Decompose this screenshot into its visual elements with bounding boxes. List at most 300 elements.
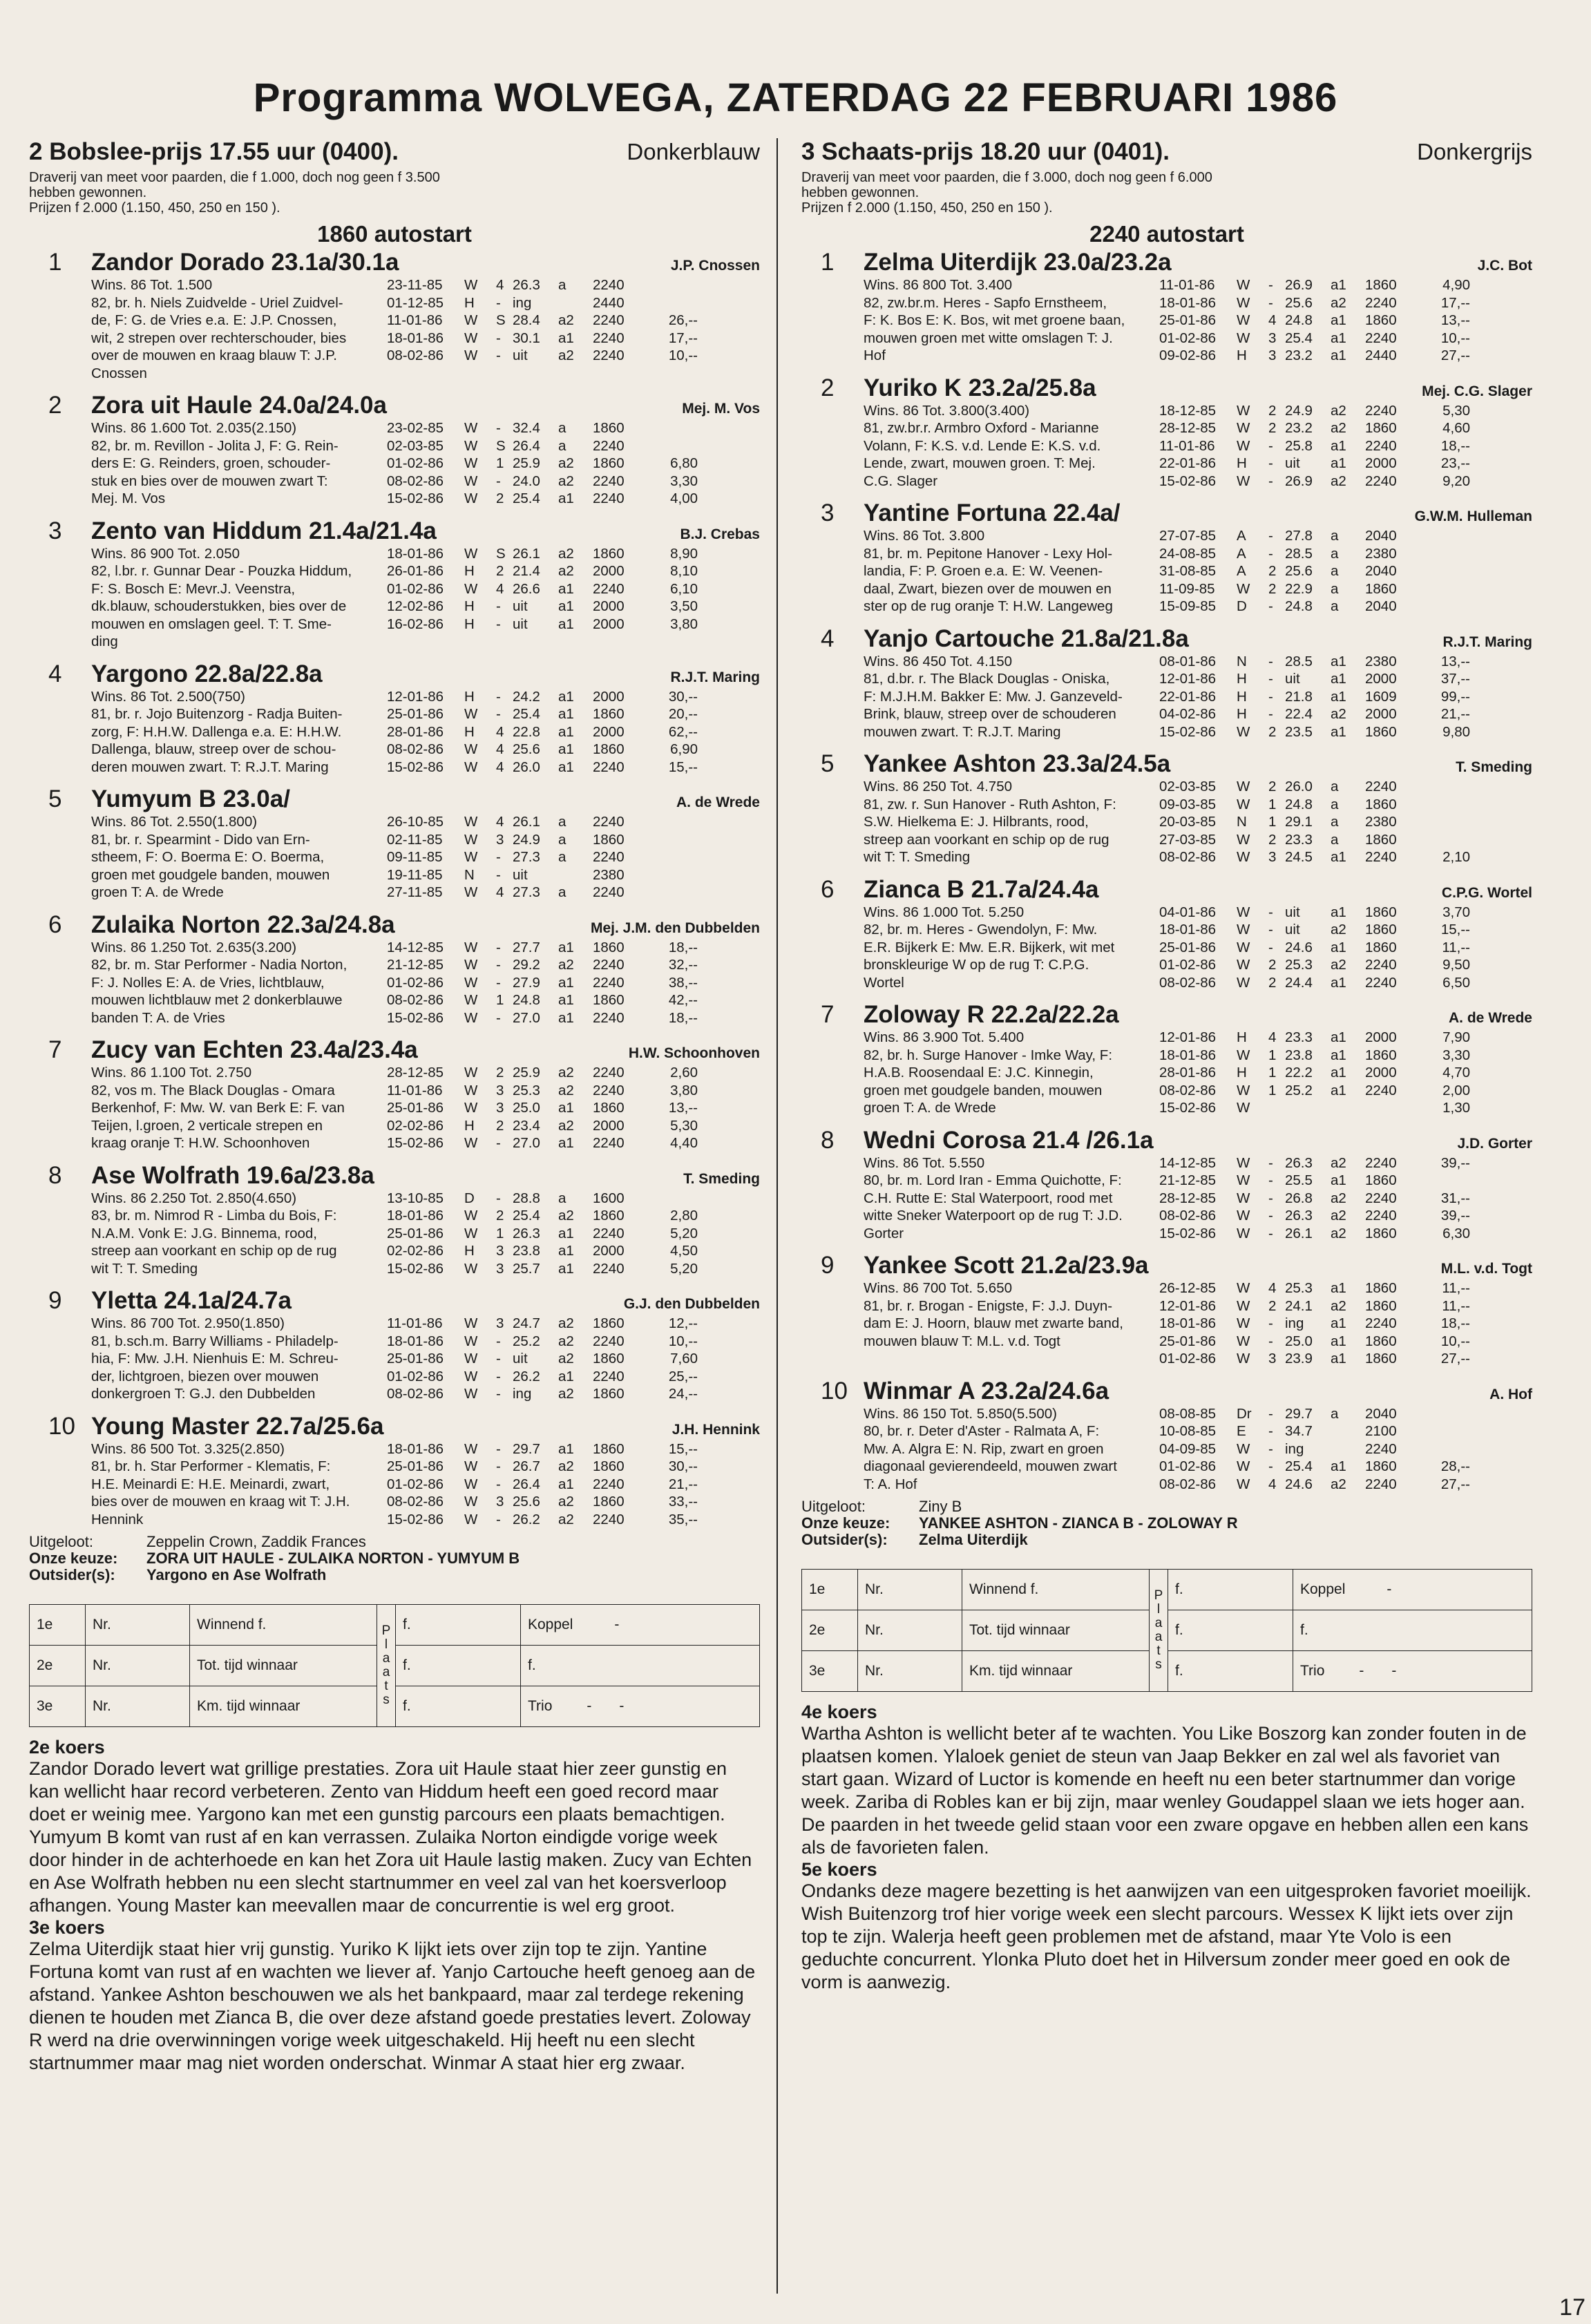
form-track: W xyxy=(1237,1082,1250,1098)
form-time: 23.3 xyxy=(1285,1029,1313,1045)
form-prize: 27,-- xyxy=(1440,1476,1470,1492)
form-prize xyxy=(644,276,698,294)
form-time: 25.0 xyxy=(1285,1333,1313,1349)
trio-label: Trio xyxy=(1300,1663,1325,1679)
form-time: 25.2 xyxy=(513,1333,540,1349)
form-track: W xyxy=(464,1476,478,1492)
horse-entry xyxy=(29,660,760,777)
form-row xyxy=(1159,1172,1532,1190)
form-date: 08-01-86 xyxy=(1159,653,1217,669)
form-track: W xyxy=(464,849,478,865)
form-dist: 2240 xyxy=(593,1511,625,1527)
form-track: W xyxy=(464,1260,478,1277)
horse-entry xyxy=(801,249,1532,365)
form-row xyxy=(1159,813,1532,831)
horse-trainer: M.L. v.d. Togt xyxy=(1440,1261,1532,1277)
horse-header xyxy=(801,1001,1532,1029)
form-row xyxy=(387,1134,760,1152)
form-prize: 20,-- xyxy=(668,706,698,722)
result-nr: Nr. xyxy=(86,1646,190,1686)
horse-trainer: T. Smeding xyxy=(1456,759,1532,775)
horse-name: Wedni Corosa 21.4 /26.1a xyxy=(864,1126,1154,1154)
form-row xyxy=(387,616,760,634)
form-track: H xyxy=(1237,671,1247,687)
form-track: D xyxy=(464,1190,475,1206)
form-track: W xyxy=(1237,904,1250,920)
form-track: W xyxy=(464,1208,478,1223)
form-dist: 1860 xyxy=(1365,1297,1397,1314)
form-track: W xyxy=(1237,437,1250,454)
horse-name: Zento van Hiddum 21.4a/21.4a xyxy=(91,517,437,544)
form-track: W xyxy=(1237,1154,1250,1171)
form-prize xyxy=(1416,1172,1470,1190)
description-line: mouwen en omslagen geel. T: T. Sme- xyxy=(91,616,332,632)
form-start xyxy=(1331,1099,1365,1117)
form-date: 12-02-86 xyxy=(387,598,444,614)
form-start: a xyxy=(1331,779,1339,794)
form-time: ing xyxy=(1285,1440,1304,1457)
summary-line xyxy=(801,1498,1532,1515)
form-date: 11-01-86 xyxy=(387,312,443,328)
horse-trainer: G.W.M. Hulleman xyxy=(1414,508,1532,524)
form-start xyxy=(1331,1440,1365,1458)
horse-trainer: T. Smeding xyxy=(683,1170,760,1187)
form-dist: 2240 xyxy=(593,1225,625,1241)
form-time: 24.7 xyxy=(513,1315,540,1331)
form-start: a xyxy=(1331,545,1339,562)
form-time: 26.1 xyxy=(513,545,540,562)
horse-description xyxy=(91,1190,368,1278)
description-line: witte Sneker Waterpoort op de rug T: J.D. xyxy=(864,1208,1123,1223)
form-row xyxy=(1159,1047,1532,1065)
form-time: 22.4 xyxy=(1285,706,1313,722)
form-date: 08-02-86 xyxy=(387,1494,444,1509)
form-start: a xyxy=(558,849,566,865)
form-row xyxy=(1159,1297,1532,1315)
form-track: H xyxy=(464,723,475,740)
form-pos: 2 xyxy=(496,1117,504,1134)
form-track: W xyxy=(1237,1315,1250,1331)
horse-number: 5 xyxy=(821,750,835,777)
koppel-label: Koppel xyxy=(528,1617,573,1632)
form-track: H xyxy=(464,1117,475,1134)
horse-header xyxy=(801,1378,1532,1405)
form-row xyxy=(1159,402,1532,420)
form-time: uit xyxy=(513,347,528,363)
form-pos: S xyxy=(496,545,506,562)
comment-heading: 2e koers xyxy=(29,1737,105,1758)
result-place: 3e xyxy=(30,1686,86,1727)
form-track: W xyxy=(464,1386,478,1402)
horse-body xyxy=(801,904,1532,992)
result-table xyxy=(29,1604,760,1727)
form-dist: 2240 xyxy=(1365,779,1397,794)
form-pos: 4 xyxy=(496,759,504,775)
form-track: W xyxy=(1237,796,1250,812)
form-row xyxy=(387,1064,760,1082)
form-dist: 1860 xyxy=(1365,831,1397,848)
form-time: 25.2 xyxy=(1285,1082,1313,1098)
form-start: a2 xyxy=(558,957,574,973)
form-dist: 1860 xyxy=(593,1386,625,1402)
form-time: ing xyxy=(513,1386,532,1402)
form-time: 21.8 xyxy=(1285,688,1313,705)
form-track: W xyxy=(464,1225,478,1241)
form-prize: 2,60 xyxy=(670,1065,698,1080)
form-track: W xyxy=(1237,1351,1250,1366)
form-track: W xyxy=(464,706,478,722)
horse-number: 4 xyxy=(821,625,835,652)
form-track: H xyxy=(1237,688,1247,705)
horse-name: Zucy van Echten 23.4a/23.4a xyxy=(91,1036,418,1063)
form-start: a2 xyxy=(1331,420,1346,436)
form-dist: 1860 xyxy=(593,1494,625,1509)
form-date: 01-02-86 xyxy=(387,1368,444,1384)
description-line: ders E: G. Reinders, groen, schouder- xyxy=(91,455,331,471)
form-time: 24.2 xyxy=(513,688,540,705)
form-time: 25.6 xyxy=(513,741,540,757)
horse-body xyxy=(29,813,760,902)
description-line: C.H. Rutte E: Stal Waterpoort, rood met xyxy=(864,1190,1113,1206)
form-dist: 2000 xyxy=(593,688,625,705)
result-extra xyxy=(1293,1610,1532,1651)
form-time: 29.2 xyxy=(513,957,540,973)
race-color: Donkergrijs xyxy=(1417,139,1532,164)
form-pos: - xyxy=(1268,437,1273,454)
form-date: 23-11-85 xyxy=(387,277,443,293)
form-date: 01-02-86 xyxy=(1159,1458,1217,1474)
form-pos: 4 xyxy=(496,741,504,757)
form-start: a1 xyxy=(558,330,574,346)
form-track: W xyxy=(464,1494,478,1509)
description-line: F: K. Bos E: K. Bos, wit met groene baan, xyxy=(864,312,1125,328)
form-dist: 2240 xyxy=(1365,294,1397,311)
description-line: hia, F: Mw. J.H. Nienhuis E: M. Schreu- xyxy=(91,1351,339,1366)
form-date: 08-02-86 xyxy=(1159,1208,1217,1223)
form-dist: 1860 xyxy=(593,939,625,955)
form-time: 28.5 xyxy=(1285,653,1313,669)
horse-name: Zora uit Haule 24.0a/24.0a xyxy=(91,392,387,419)
description-line: Wins. 86 1.600 Tot. 2.035(2.150) xyxy=(91,420,297,436)
description-line: Mej. M. Vos xyxy=(91,490,166,506)
result-f: f. xyxy=(1168,1570,1293,1610)
form-prize: 27,-- xyxy=(1440,1351,1470,1366)
form-row xyxy=(1159,1458,1532,1476)
form-dist: 1860 xyxy=(1365,922,1397,937)
form-row xyxy=(387,848,760,866)
form-pos: - xyxy=(496,706,501,722)
description-line: 81, br. r. Spearmint - Dido van Ern- xyxy=(91,831,310,848)
description-line: Wins. 86 3.900 Tot. 5.400 xyxy=(864,1029,1025,1045)
form-dist: 2000 xyxy=(593,1243,625,1259)
form-date: 11-09-85 xyxy=(1159,580,1215,597)
horse-number: 6 xyxy=(821,875,835,903)
horse-trainer: J.P. Cnossen xyxy=(670,258,760,274)
form-dist: 1860 xyxy=(1365,1458,1397,1474)
form-pos: 1 xyxy=(1268,1065,1277,1080)
form-dist: 2240 xyxy=(593,347,625,363)
form-date: 11-01-86 xyxy=(387,1082,443,1098)
form-start: a1 xyxy=(1331,437,1346,454)
description-line: Hof xyxy=(864,347,886,363)
horse-entry xyxy=(29,785,760,902)
form-pos: - xyxy=(1268,671,1273,687)
form-prize xyxy=(1416,580,1470,598)
result-f: f. xyxy=(396,1686,521,1727)
form-dist: 1860 xyxy=(593,831,625,848)
form-track: W xyxy=(464,1458,478,1474)
form-track: W xyxy=(464,884,478,900)
form-start: a1 xyxy=(558,598,574,614)
horse-description xyxy=(91,276,368,382)
form-prize: 15,-- xyxy=(668,759,698,775)
horse-header xyxy=(29,1413,760,1440)
form-track: W xyxy=(1237,420,1250,436)
horse-number: 1 xyxy=(48,249,62,276)
form-dist: 1860 xyxy=(593,741,625,757)
summary-label: Uitgeloot: xyxy=(801,1498,866,1515)
form-time: 25.5 xyxy=(1285,1172,1313,1188)
summary-value: YANKEE ASHTON - ZIANCA B - ZOLOWAY R xyxy=(919,1514,1238,1532)
form-pos: - xyxy=(496,616,501,632)
form-time: 27.0 xyxy=(513,1135,540,1151)
description-line: 82, br. m. Heres - Gwendolyn, F: Mw. xyxy=(864,922,1098,937)
form-row xyxy=(1159,1190,1532,1208)
form-date: 15-02-86 xyxy=(1159,473,1217,489)
form-prize: 3,70 xyxy=(1442,904,1470,920)
form-dist: 2240 xyxy=(1365,1315,1397,1331)
form-prize: 15,-- xyxy=(1440,922,1470,937)
form-date: 08-02-86 xyxy=(1159,974,1217,991)
form-start: a xyxy=(1331,1405,1339,1422)
description-line: F: S. Bosch E: Mevr.J. Veenstra, xyxy=(91,580,296,597)
form-row xyxy=(387,1207,760,1225)
horse-body xyxy=(801,1405,1532,1494)
form-prize xyxy=(644,1190,698,1208)
form-time: 24.9 xyxy=(513,831,540,848)
form-row xyxy=(387,1493,760,1511)
form-track: W xyxy=(1237,312,1250,328)
start-info: 1860 autostart xyxy=(317,221,472,247)
form-prize: 5,20 xyxy=(670,1225,698,1241)
form-start: a1 xyxy=(558,580,574,597)
form-prize: 17,-- xyxy=(668,330,698,346)
form-pos: - xyxy=(1268,277,1273,293)
horse-number: 2 xyxy=(48,392,62,419)
horse-description xyxy=(91,545,368,651)
form-row xyxy=(387,974,760,992)
form-date: 18-01-86 xyxy=(1159,1047,1217,1063)
form-start: a1 xyxy=(1331,849,1346,865)
form-time: uit xyxy=(1285,455,1300,471)
form-pos: 4 xyxy=(496,884,504,900)
form-dist: 2000 xyxy=(593,1117,625,1134)
form-track: H xyxy=(1237,706,1247,722)
form-prize: 39,-- xyxy=(1440,1208,1470,1223)
form-start: a1 xyxy=(1331,1047,1346,1063)
form-time: 27.0 xyxy=(513,1009,540,1026)
form-pos: 2 xyxy=(496,490,504,506)
horse-header xyxy=(801,249,1532,276)
form-prize: 21,-- xyxy=(668,1476,698,1492)
description-line: Mw. A. Algra E: N. Rip, zwart en groen xyxy=(864,1440,1104,1457)
form-row xyxy=(387,1242,760,1260)
form-dist: 2240 xyxy=(1365,1190,1397,1206)
form-row xyxy=(387,939,760,957)
form-track: Dr xyxy=(1237,1405,1252,1422)
summary-line xyxy=(801,1532,1532,1548)
form-start: a1 xyxy=(558,992,574,1008)
form-dist: 2240 xyxy=(1365,1082,1397,1098)
result-label: Winnend f. xyxy=(962,1570,1150,1610)
form-dist: 1860 xyxy=(1365,1047,1397,1063)
form-dist: 2000 xyxy=(593,616,625,632)
form-track: W xyxy=(1237,1208,1250,1223)
trio-dash: - xyxy=(619,1698,625,1714)
form-pos: 3 xyxy=(1268,849,1277,865)
form-row xyxy=(1159,1422,1532,1440)
description-line: 82, vos m. The Black Douglas - Omara xyxy=(91,1082,335,1098)
form-track: W xyxy=(1237,1476,1250,1492)
description-line: N.A.M. Vonk E: J.G. Binnema, rood, xyxy=(91,1225,317,1241)
form-pos: 2 xyxy=(1268,563,1277,579)
form-time: 29.1 xyxy=(1285,814,1313,830)
form-prize xyxy=(1416,831,1470,849)
form-dist: 2240 xyxy=(593,1476,625,1492)
form-row xyxy=(1159,1405,1532,1423)
result-extra xyxy=(1293,1651,1532,1692)
form-prize: 13,-- xyxy=(668,1100,698,1116)
horse-description xyxy=(91,688,368,777)
horse-trainer: J.C. Bot xyxy=(1477,258,1532,274)
form-date: 08-08-85 xyxy=(1159,1405,1217,1422)
form-row xyxy=(387,813,760,831)
result-place: 2e xyxy=(802,1610,858,1651)
horse-trainer: B.J. Crebas xyxy=(680,526,760,542)
form-dist: 2240 xyxy=(593,759,625,775)
form-date: 18-01-86 xyxy=(1159,1315,1217,1331)
form-time: 25.9 xyxy=(513,1065,540,1080)
form-prize: 4,60 xyxy=(1442,420,1470,436)
form-time xyxy=(1285,1099,1331,1117)
form-time: 25.4 xyxy=(513,1208,540,1223)
form-time: 25.4 xyxy=(513,706,540,722)
form-pos: - xyxy=(496,939,501,955)
form-start: a2 xyxy=(558,347,574,363)
result-label: Tot. tijd winnaar xyxy=(962,1610,1150,1651)
form-track: W xyxy=(464,1082,478,1098)
form-date: 15-02-86 xyxy=(387,1260,444,1277)
form-prize: 18,-- xyxy=(1440,437,1470,454)
form-row xyxy=(387,1082,760,1100)
form-time: 25.8 xyxy=(1285,437,1313,454)
form-dist: 2240 xyxy=(1365,1476,1397,1492)
form-time: 26.4 xyxy=(513,1476,540,1492)
form-date: 08-02-86 xyxy=(387,741,444,757)
horse-form xyxy=(387,545,760,651)
horse-body xyxy=(801,402,1532,490)
description-line: groen met goudgele banden, mouwen xyxy=(91,866,330,883)
horse-form xyxy=(1159,778,1532,866)
race-title: 3 Schaats-prijs 18.20 uur (0401). xyxy=(801,138,1170,165)
form-time: ing xyxy=(513,294,532,311)
form-start: a1 xyxy=(558,1100,574,1116)
form-track: H xyxy=(464,616,475,632)
form-dist: 1860 xyxy=(1365,723,1397,740)
form-start: a xyxy=(1331,598,1339,614)
horse-form xyxy=(1159,527,1532,616)
form-dist: 2240 xyxy=(1365,957,1397,973)
form-start: a2 xyxy=(1331,402,1346,419)
horse-body xyxy=(29,1064,760,1152)
form-start: a1 xyxy=(558,939,574,955)
description-line: mouwen lichtblauw met 2 donkerblauwe xyxy=(91,992,343,1008)
form-date: 04-09-85 xyxy=(1159,1440,1217,1457)
result-row xyxy=(802,1570,1532,1610)
description-line: Brink, blauw, streep over de schouderen xyxy=(864,706,1116,722)
form-pos: 2 xyxy=(1268,974,1277,991)
form-row xyxy=(1159,831,1532,849)
form-date: 01-02-86 xyxy=(387,974,444,991)
horse-entry xyxy=(29,1287,760,1403)
form-row xyxy=(387,705,760,723)
form-prize: 5,30 xyxy=(1442,402,1470,419)
plaats-label: P l a a t s xyxy=(1150,1570,1168,1692)
horse-name: Yargono 22.8a/22.8a xyxy=(91,660,323,687)
condition-line: hebben gewonnen. xyxy=(29,185,147,200)
form-row xyxy=(1159,580,1532,598)
form-time: 26.0 xyxy=(513,759,540,775)
form-time: 30.1 xyxy=(513,330,540,346)
form-row xyxy=(387,1476,760,1494)
form-dist: 2440 xyxy=(593,294,625,311)
form-dist: 2240 xyxy=(1365,330,1397,346)
form-start: a1 xyxy=(558,723,574,740)
page-title: Programma WOLVEGA, ZATERDAG 22 FEBRUARI 1986 xyxy=(253,75,1338,120)
form-row xyxy=(1159,956,1532,974)
form-row xyxy=(1159,598,1532,616)
horse-description xyxy=(864,778,1140,866)
form-prize: 10,-- xyxy=(668,347,698,363)
form-date: 01-02-86 xyxy=(1159,330,1217,346)
form-time: 23.3 xyxy=(1285,831,1313,848)
description-line: Hennink xyxy=(91,1511,144,1527)
description-line: Wins. 86 2.250 Tot. 2.850(4.650) xyxy=(91,1190,297,1206)
form-dist: 2240 xyxy=(593,974,625,991)
form-row xyxy=(387,1350,760,1368)
form-date: 02-02-86 xyxy=(387,1117,444,1134)
form-date: 25-01-86 xyxy=(387,1458,444,1474)
form-date: 28-12-85 xyxy=(1159,1190,1217,1206)
form-time: 25.0 xyxy=(513,1100,540,1116)
form-start: a2 xyxy=(1331,706,1346,722)
description-line: wit, 2 strepen over rechterschouder, bies xyxy=(91,330,347,346)
form-dist: 2240 xyxy=(1365,974,1397,991)
form-dist: 1860 xyxy=(1365,420,1397,436)
horse-entry xyxy=(29,1036,760,1152)
form-date: 22-01-86 xyxy=(1159,688,1217,705)
form-track: W xyxy=(464,1065,478,1080)
form-pos: S xyxy=(496,437,506,454)
form-dist: 2240 xyxy=(1365,1208,1397,1223)
form-dist: 2240 xyxy=(593,1135,625,1151)
form-prize: 15,-- xyxy=(668,1440,698,1457)
form-track: W xyxy=(1237,974,1250,991)
form-pos: - xyxy=(1268,473,1273,489)
horse-body xyxy=(29,545,760,651)
form-dist: 2240 xyxy=(1365,402,1397,419)
comments xyxy=(801,1702,1532,1994)
